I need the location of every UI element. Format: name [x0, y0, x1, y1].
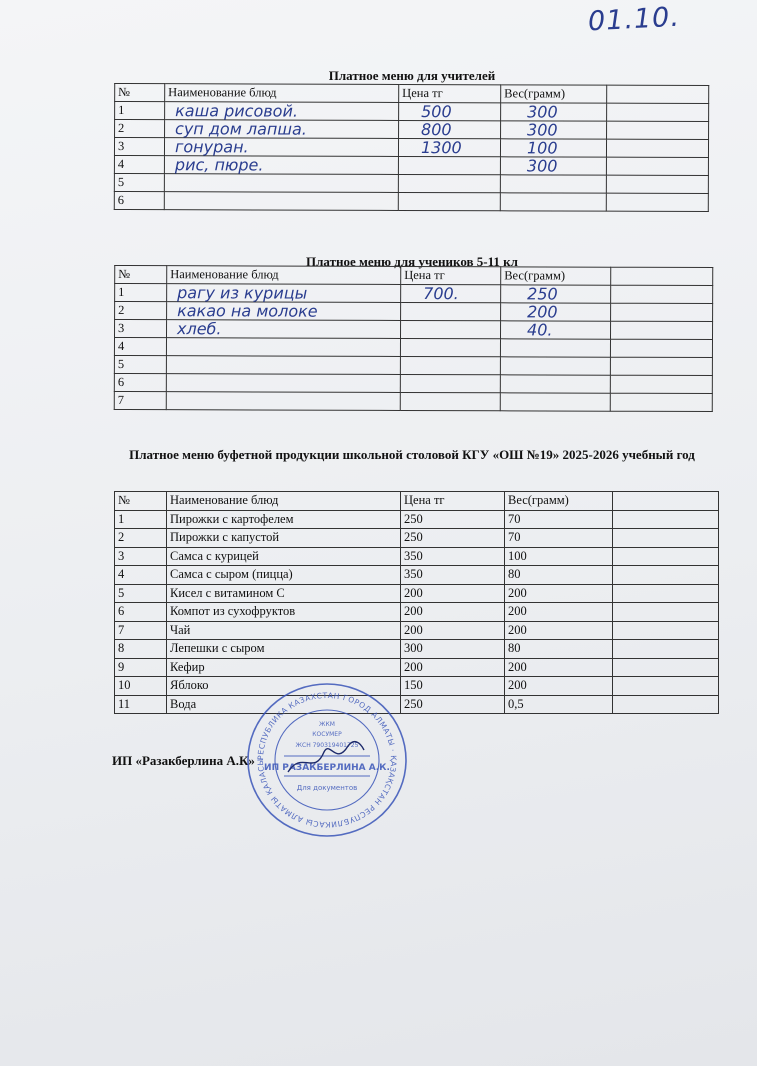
cell-price	[400, 356, 500, 374]
handwritten-date: 01.10.	[587, 1, 681, 38]
header-number: №	[115, 492, 167, 511]
table-row	[115, 640, 719, 659]
cell-weight: 70	[505, 510, 613, 529]
cell-weight: 200	[505, 658, 613, 677]
cell-extra	[613, 584, 719, 603]
table-row	[115, 566, 719, 585]
buffet-menu-title: Платное меню буфетной продукции школьной столовой КГУ «ОШ №19» 2025-2026 учебный год	[129, 447, 695, 462]
cell-weight: 80	[505, 640, 613, 659]
cell-extra	[610, 321, 712, 339]
cell-number: 11	[115, 695, 167, 714]
stamp-outer-text: РЕСПУБЛИКА КАЗАХСТАН ГОРОД АЛМАТЫ · ҚАЗАҚСТАН РЕСПУБЛИКАСЫ АЛМАТЫ ҚАЛАСЫ	[255, 690, 399, 830]
table-row	[115, 547, 719, 566]
stamp-line-3: ЖСН 790319401725	[295, 742, 359, 749]
cell-weight: 200	[505, 584, 613, 603]
cell-price: 800	[399, 120, 501, 138]
cell-price	[400, 338, 500, 356]
cell-dish-name: Пирожки с картофелем	[167, 510, 401, 529]
stamp-line-5: Для документов	[296, 784, 358, 792]
cell-dish-name	[166, 392, 400, 411]
cell-dish-name: Чай	[167, 621, 401, 640]
cell-number: 1	[115, 101, 165, 119]
cell-weight: 300	[501, 103, 607, 121]
cell-number: 6	[115, 603, 167, 622]
cell-extra	[613, 658, 719, 677]
table-header-row	[115, 492, 719, 511]
cell-extra	[610, 339, 712, 357]
cell-weight	[500, 339, 610, 357]
cell-weight: 200	[501, 303, 611, 321]
students-menu-title: Платное меню для учеников 5-11 кл	[306, 254, 518, 269]
header-extra	[607, 85, 709, 103]
cell-price	[398, 174, 500, 192]
cell-extra	[613, 566, 719, 585]
cell-number: 10	[115, 677, 167, 696]
cell-dish-name	[166, 356, 400, 375]
table-row	[115, 584, 719, 603]
table-row	[115, 677, 719, 696]
cell-weight: 300	[500, 157, 606, 175]
cell-dish-name: рагу из курицы	[167, 284, 401, 303]
cell-weight: 300	[501, 121, 607, 139]
cell-dish-name: хлеб.	[167, 320, 401, 339]
cell-weight	[500, 357, 610, 375]
cell-extra	[610, 357, 712, 375]
cell-weight: 70	[505, 529, 613, 548]
cell-weight	[500, 393, 610, 411]
buffet-menu-body	[115, 510, 719, 714]
teachers-menu-title: Платное меню для учителей	[328, 68, 496, 83]
cell-price: 350	[401, 547, 505, 566]
cell-dish-name: каша рисовой.	[165, 102, 399, 121]
table-row	[115, 695, 719, 714]
table-row	[114, 337, 712, 357]
cell-number: 7	[114, 391, 166, 409]
header-dish-name: Наименование блюд	[165, 84, 399, 103]
header-number: №	[115, 265, 167, 283]
stamp-line-1: ЖКМ	[319, 721, 335, 728]
cell-price	[401, 320, 501, 338]
cell-extra	[611, 285, 713, 303]
cell-extra	[613, 695, 719, 714]
cell-dish-name: Пирожки с капустой	[167, 529, 401, 548]
header-weight: Вес(грамм)	[501, 85, 607, 103]
table-row	[114, 173, 708, 193]
cell-dish-name	[166, 374, 400, 393]
signer-name: ИП «Разакберлина А.К»	[112, 753, 255, 768]
cell-number: 1	[115, 283, 167, 301]
cell-extra	[613, 603, 719, 622]
cell-number: 6	[114, 191, 164, 209]
teachers-menu-table	[114, 83, 709, 212]
header-extra	[613, 492, 719, 511]
cell-number: 2	[115, 301, 167, 319]
table-row	[114, 191, 708, 211]
cell-price: 300	[401, 640, 505, 659]
cell-price: 200	[401, 658, 505, 677]
cell-number: 5	[114, 173, 164, 191]
cell-price: 150	[401, 677, 505, 696]
cell-number: 7	[115, 621, 167, 640]
cell-price	[400, 392, 500, 410]
header-weight: Вес(грамм)	[505, 492, 613, 511]
header-dish-name: Наименование блюд	[167, 492, 401, 511]
cell-weight: 100	[505, 547, 613, 566]
cell-dish-name	[164, 174, 398, 193]
cell-price	[398, 156, 500, 174]
cell-extra	[613, 529, 719, 548]
table-row	[114, 373, 712, 393]
cell-dish-name: Вода	[167, 695, 401, 714]
cell-weight: 100	[500, 139, 606, 157]
cell-price: 700.	[401, 284, 501, 302]
cell-weight	[500, 375, 610, 393]
cell-price: 200	[401, 584, 505, 603]
table-row	[114, 355, 712, 375]
students-menu-table	[114, 265, 714, 412]
cell-weight: 80	[505, 566, 613, 585]
cell-number: 5	[115, 584, 167, 603]
header-price: Цена тг	[401, 492, 505, 511]
cell-dish-name: Лепешки с сыром	[167, 640, 401, 659]
table-row	[115, 603, 719, 622]
cell-weight: 200	[505, 677, 613, 696]
cell-dish-name: рис, пюре.	[164, 156, 398, 175]
cell-dish-name: Самса с курицей	[167, 547, 401, 566]
header-price: Цена тг	[399, 84, 501, 102]
cell-price	[400, 374, 500, 392]
table-row	[114, 391, 712, 411]
svg-text:РЕСПУБЛИКА КАЗАХСТАН ГОРОД АЛМ	[256, 691, 398, 829]
cell-price: 350	[401, 566, 505, 585]
cell-dish-name: гонуран.	[164, 138, 398, 157]
cell-price: 250	[401, 510, 505, 529]
cell-price	[401, 302, 501, 320]
cell-extra	[606, 175, 708, 193]
cell-extra	[606, 139, 708, 157]
cell-number: 4	[114, 337, 166, 355]
cell-number: 5	[114, 355, 166, 373]
cell-dish-name: Кисел с витамином С	[167, 584, 401, 603]
cell-weight: 200	[505, 603, 613, 622]
cell-extra	[613, 640, 719, 659]
cell-number: 9	[115, 658, 167, 677]
cell-number: 3	[114, 137, 164, 155]
cell-number: 8	[115, 640, 167, 659]
cell-number: 3	[115, 319, 167, 337]
cell-extra	[607, 121, 709, 139]
cell-price: 250	[401, 695, 505, 714]
header-dish-name: Наименование блюд	[167, 266, 401, 285]
cell-dish-name: Яблоко	[167, 677, 401, 696]
teachers-menu-body	[114, 101, 708, 211]
cell-dish-name	[166, 338, 400, 357]
cell-extra	[611, 303, 713, 321]
header-price: Цена тг	[401, 266, 501, 284]
round-seal-stamp	[244, 680, 410, 840]
cell-weight	[500, 175, 606, 193]
cell-dish-name: Самса с сыром (пицца)	[167, 566, 401, 585]
stamp-line-4: ИП РАЗАКБЕРЛИНА А.К.	[264, 763, 390, 773]
cell-weight: 200	[505, 621, 613, 640]
cell-extra	[613, 510, 719, 529]
table-row	[115, 621, 719, 640]
cell-extra	[610, 393, 712, 411]
cell-price: 200	[401, 603, 505, 622]
cell-number: 3	[115, 547, 167, 566]
table-row	[115, 510, 719, 529]
cell-extra	[613, 547, 719, 566]
cell-extra	[613, 621, 719, 640]
cell-number: 1	[115, 510, 167, 529]
students-menu-body	[114, 283, 712, 411]
cell-number: 2	[115, 529, 167, 548]
cell-number: 6	[114, 373, 166, 391]
cell-price	[398, 192, 500, 210]
cell-weight: 40.	[500, 321, 610, 339]
cell-dish-name: какао на молоке	[167, 302, 401, 321]
table-row	[114, 155, 708, 175]
cell-extra	[613, 677, 719, 696]
cell-price: 500	[399, 102, 501, 120]
cell-dish-name: суп дом лапша.	[165, 120, 399, 139]
cell-weight	[500, 193, 606, 211]
header-weight: Вес(грамм)	[501, 267, 611, 285]
cell-price: 250	[401, 529, 505, 548]
cell-weight: 0,5	[505, 695, 613, 714]
cell-dish-name: Компот из сухофруктов	[167, 603, 401, 622]
cell-price: 1300	[398, 138, 500, 156]
stamp-line-2: КОСУМЕР	[312, 731, 342, 738]
cell-dish-name: Кефир	[167, 658, 401, 677]
cell-extra	[610, 375, 712, 393]
cell-number: 2	[115, 119, 165, 137]
table-row	[115, 529, 719, 548]
cell-dish-name	[164, 192, 398, 211]
buffet-menu-table	[114, 491, 719, 714]
header-number: №	[115, 83, 165, 101]
cell-number: 4	[115, 566, 167, 585]
cell-extra	[606, 157, 708, 175]
cell-price: 200	[401, 621, 505, 640]
cell-extra	[607, 103, 709, 121]
cell-weight: 250	[501, 285, 611, 303]
cell-extra	[606, 193, 708, 211]
table-row	[115, 658, 719, 677]
cell-number: 4	[114, 155, 164, 173]
table-row	[115, 319, 713, 339]
header-extra	[611, 267, 713, 285]
